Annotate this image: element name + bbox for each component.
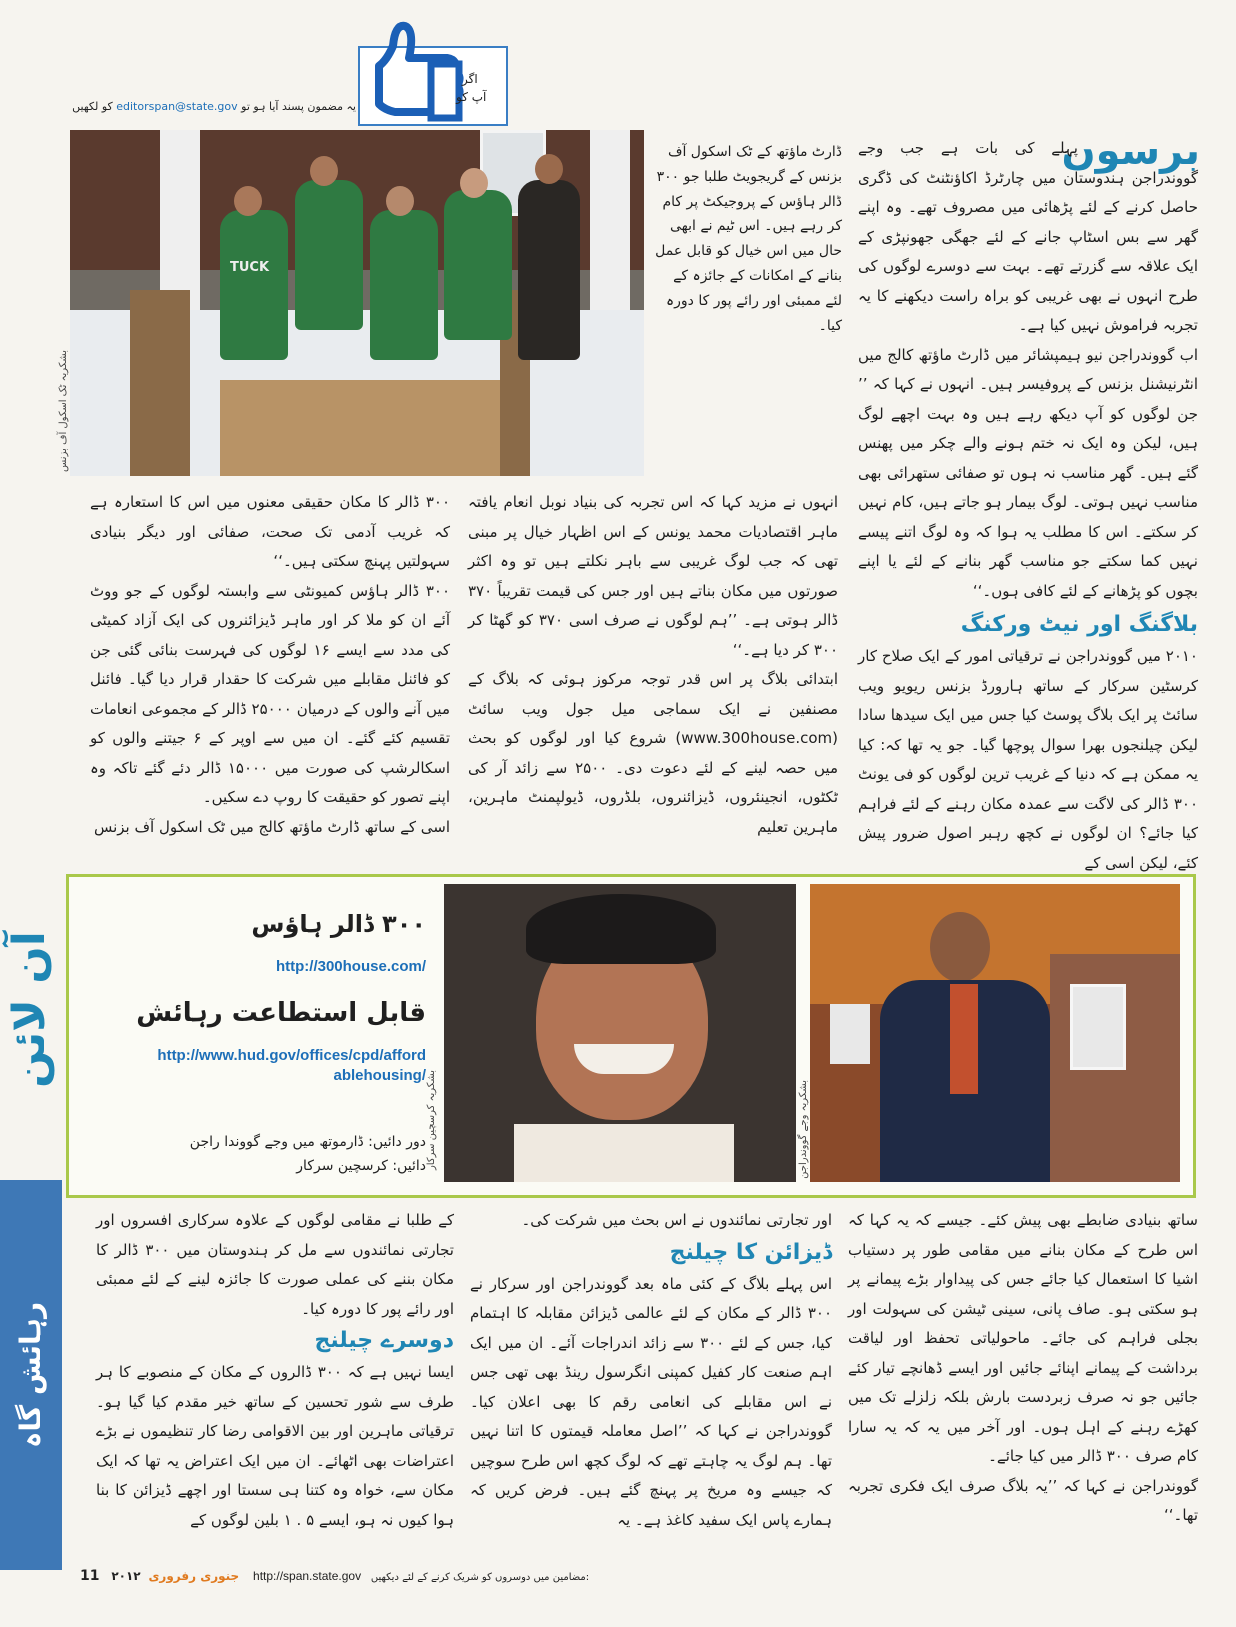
- col1-paragraph-1: پہلے کی بات ہے جب وجے گووندراجن ہندوستان میں چارٹرڈ اکاؤنٹنٹ کی ڈگری حاصل کرنے کے لئے پڑھائی میں مصروف تھے۔ وہ اپنے گھر سے بس اسٹاپ جانے کے لئے جھگی جھونپڑی کے ایک علاقہ سے گزرتے تھے۔ بہت سے دوسرے لوگوں کی طرح انہوں نے بھی غریبی کو براہ راست دیکھنے کا یہ تجربہ فراموش نہیں کیا ہے۔: [858, 139, 1198, 334]
- col3-low-paragraph: ایسا نہیں ہے کہ ۳۰۰ ڈالروں کے مکان کے منصوبے کا ہر طرف سے شور تحسین کے ساتھ خیر مقدم کیا گیا ہو۔ ترقیاتی ماہرین اور بین الاقوامی رضا کار تنظیموں نے بڑے اعتراضات بھی اٹھائے۔ ان میں ایک اعتراض یہ تھا کہ ایک مکان سے، خواہ وہ کتنا ہی سستا اور اچھے ڈیزائن کا بنا ہوا کیوں نہ ہو، ایسے ۵ . ۱ بلین لوگوں کے: [96, 1363, 454, 1529]
- footer: [80, 1568, 600, 1592]
- heading-design: ڈیزائن کا چیلنج: [669, 1239, 832, 1265]
- col3-low-top: کے طلبا نے مقامی لوگوں کے علاوہ سرکاری افسروں اور تجارتی نمائندوں سے مل کر ہندوستان میں ۳۰۰ ڈالر کا مکان بننے کی عملی صورت کا جائزہ لینے کے لئے ممبئی اور رائے پور کا دورہ کیا۔: [96, 1211, 454, 1318]
- link2-title: قابل استطاعت رہائش: [136, 998, 426, 1028]
- like-email-prefix: یہ مضمون پسند آیا ہو تو: [241, 100, 356, 113]
- page-number: 11: [80, 1568, 100, 1584]
- column-3-mid: [90, 488, 450, 842]
- thumbs-up-icon: [355, 18, 470, 126]
- col2-paragraph-2: ابتدائی بلاگ پر اس قدر توجہ مرکوز ہوئی کہ بلاگ کے مصنفین نے ایک سماجی میل جول ویب سائٹ (www.300house.com) شروع کیا اور لوگوں کو بحث میں حصہ لینے کے لئے دعوت دی۔ ۲۵۰۰ سے زائد آر کی ٹکٹوں، انجینئروں، ڈیزائنروں، بلڈروں، ڈیولپمنٹ ماہرین، ماہرین تعلیم: [468, 670, 838, 836]
- box-caption-2: دائیں: کرسچین سرکار: [296, 1158, 426, 1174]
- photo-credit-top: بشکریہ ٹک اسکول آف بزنس: [58, 350, 69, 472]
- email-link[interactable]: editorspan@state.gov: [116, 100, 238, 113]
- column-2-mid: [468, 488, 838, 842]
- heading-other: دوسرے چیلنج: [314, 1328, 454, 1353]
- like-line1: اگر: [462, 72, 478, 86]
- shirt-text: TUCK: [230, 260, 270, 275]
- like-line2: آپ کو: [456, 90, 487, 104]
- col1-low-paragraph-1: ساتھ بنیادی ضابطے بھی پیش کئے۔ جیسے کہ یہ کہا کہ اس طرح کے مکان بنانے میں مقامی طور پر دستیاب اشیا کا استعمال کیا جائے جس کی پیداوار بڑے پیمانے پر ہو سکتی ہو۔ صاف پانی، سینی ٹیشن کی سہولت اور بجلی فراہم کی جائے۔ ماحولیاتی تحفظ اور لیاقت برداشت کے پیمانے اپنائے جائیں اور ایسے ڈھانچے تیار کئے جائیں جو نہ صرف زبردست بارش بلکہ زلزلے تک میں کھڑے رہنے کے اہل ہوں۔ اور آخر میں یہ کہ یہ سارا کام صرف ۳۰۰ ڈالر میں کیا جائے۔: [848, 1211, 1198, 1465]
- sidebar-section: رہائش گاہ: [0, 1180, 62, 1570]
- sarkar-photo: [810, 884, 1180, 1182]
- link1-url[interactable]: http://300house.com/: [275, 958, 426, 975]
- sidebar-online: آن لائن: [4, 931, 55, 1089]
- footer-year: ۲۰۱۲: [111, 1569, 141, 1583]
- footer-issue: جنوری رفروری: [148, 1569, 240, 1583]
- govindarajan-photo: [444, 884, 796, 1182]
- col2-paragraph-1: انہوں نے مزید کہا کہ اس تجربہ کی بنیاد نوبل انعام یافتہ ماہر اقتصادیات محمد یونس کے اس اظہار خیال پر مبنی تھی کہ جب لوگ غریبی سے باہر نکلتے ہیں تو وہ اکثر صورتوں میں مکان بناتے ہیں اور جس کی قیمت تقریباً ۳۷۰ ڈالر ہوتی ہے۔ ’’ہم لوگوں نے صرف اسی ۳۷۰ کو گھٹا کر ۳۰۰ کر دیا ہے۔‘‘: [468, 493, 838, 659]
- col1-paragraph-2: اب گووندراجن نیو ہیمپشائر میں ڈارٹ ماؤتھ کالج میں انٹرنیشنل بزنس کے پروفیسر ہیں۔ انہوں نے کہا کہ ’’ جن لوگوں کو آپ دیکھ رہے ہیں وہ بہت اچھے لوگ ہیں، لیکن وہ ایک نہ ختم ہونے والے چکر میں پھنس گئے ہیں۔ گھر مناسب نہ ہوں تو صفائی ستھرائی بھی مناسب نہیں ہوتی۔ لوگ بیمار ہو جاتے ہیں، کام نہیں کر سکتے۔ اس کا مطلب یہ ہوا کہ وہ لوگ اتنے پیسے نہیں کما سکتے جو مناسب گھر بنانے کے لئے یا اپنے بچوں کو پڑھانے کے لئے کافی ہوں۔‘‘: [858, 345, 1198, 600]
- like-email-line: [72, 100, 356, 113]
- footer-url[interactable]: http://span.state.gov: [253, 1569, 362, 1583]
- column-1-top: [858, 134, 1198, 878]
- col2-low-paragraph: اس پہلے بلاگ کے کئی ماہ بعد گووندراجن اور سرکار نے ۳۰۰ ڈالر کے مکان کے لئے عالمی ڈیزائن مقابلہ کا اہتمام کیا، جس کے لئے ۳۰۰ سے زائد اندراجات آئے۔ ان میں ایک اہم صنعت کار کفیل کمپنی انگرسول رینڈ بھی تھی جس نے اس مقابلے کی انعامی رقم کا بھی اعلان کیا۔ گووندراجن نے کہا کہ ’’اصل معاملہ قیمتوں کا اتنا نہیں تھا۔ ہم لوگ یہ چاہتے تھے کہ لوگ کچھ اس طرح سوچیں کہ جیسے وہ مریخ پر پہنچ گئے ہیں۔ فرض کریں کہ ہمارے پاس ایک سفید کاغذ ہے۔ یہ: [470, 1274, 832, 1529]
- students-photo: [70, 130, 644, 476]
- column-1-low: [848, 1206, 1198, 1531]
- photo-credit-2: بشکریہ وجے گووندراجن: [798, 1080, 809, 1179]
- photo-credit-1: بشکریہ کرسچین سرکار: [426, 1070, 437, 1171]
- col2-low-top: اور تجارتی نمائندوں نے اس بحث میں شرکت کی۔: [521, 1211, 832, 1229]
- link1-title: ۳۰۰ ڈالر ہاؤس: [251, 910, 426, 938]
- col1-low-paragraph-2: گووندراجن نے کہا کہ ’’یہ بلاگ صرف ایک فکری تجربہ تھا۔‘‘: [848, 1476, 1198, 1524]
- footer-note: مضامین میں دوسروں کو شریک کرنے کے لئے دیکھیں:: [370, 1572, 590, 1583]
- column-3-low: [96, 1206, 454, 1535]
- box-caption-1: دور دائیں: ڈارموتھ میں وجے گووندا راجن: [189, 1134, 426, 1150]
- col1-paragraph-3: ۲۰۱۰ میں گووندراجن نے ترقیاتی امور کے ایک صلاح کار کرسٹین سرکار کے ساتھ ہارورڈ بزنس ریویو ویب سائٹ پر ایک بلاگ پوسٹ کیا جس میں ایک سیدھا سادا لیکن چیلنجوں بھرا سوال پوچھا گیا۔ جو یہ تھا کہ: کیا یہ ممکن ہے کہ دنیا کے غریب ترین لوگوں کو فی یونٹ ۳۰۰ ڈالر کی لاگت سے عمدہ مکان رہنے کے لئے فراہم کیا جائے؟ ان لوگوں نے کچھ رہبر اصول ضرور پیش کئے، لیکن اسی کے: [858, 647, 1198, 872]
- col3-paragraph-3: اسی کے ساتھ ڈارٹ ماؤتھ کالج میں ٹک اسکول آف بزنس: [93, 817, 450, 836]
- col3-paragraph-2: ۳۰۰ ڈالر ہاؤس کمیونٹی سے وابستہ لوگوں کے جو ووٹ آئے ان کو ملا کر اور ماہر ڈیزائنروں کی ایک آزاد کمیٹی کی مدد سے ایسے ۱۶ لوگوں کی فہرست بنائی گئی جن کو فائنل مقابلے میں شرکت کا حقدار قرار دیا گیا۔ فائنل میں آنے والوں کے درمیان ۲۵۰۰۰ ڈالر کے مجموعی انعامات تقسیم کئے گئے۔ ان میں سے اوپر کے ۶ جیتنے والوں کو اسکالرشپ کی صورت میں ۱۵۰۰۰ ڈالر دئے گئے تاکہ وہ اپنے تصور کو حقیقت کا روپ دے سکیں۔: [90, 581, 451, 806]
- caption-top: ڈارٹ ماؤتھ کے ٹک اسکول آف بزنس کے گریجویٹ طلبا جو ۳۰۰ ڈالر ہاؤس کے پروجیکٹ پر کام کر رہے ہیں۔ اس ٹیم نے ابھی حال میں اس خیال کو قابل عمل بنانے کے امکانات کے جائزہ کے لئے ممبئی اور رائے پور کا دورہ کیا۔: [655, 144, 842, 334]
- heading-blogging: بلاگنگ اور نیٹ ورکنگ: [960, 612, 1198, 637]
- like-email-suffix: کو لکھیں: [72, 100, 113, 113]
- col3-paragraph-1: ۳۰۰ ڈالر کا مکان حقیقی معنوں میں اس کا استعارہ ہے کہ غریب آدمی تک صحت، صفائی اور دیگر بنیادی سہولتیں پہنچ سکتی ہیں۔‘‘: [90, 493, 450, 570]
- title-word: برسوں: [1061, 128, 1200, 174]
- column-2-low: [470, 1206, 832, 1535]
- link2-url[interactable]: http://www.hud.gov/offices/cpd/affordablehousing/: [157, 1047, 426, 1084]
